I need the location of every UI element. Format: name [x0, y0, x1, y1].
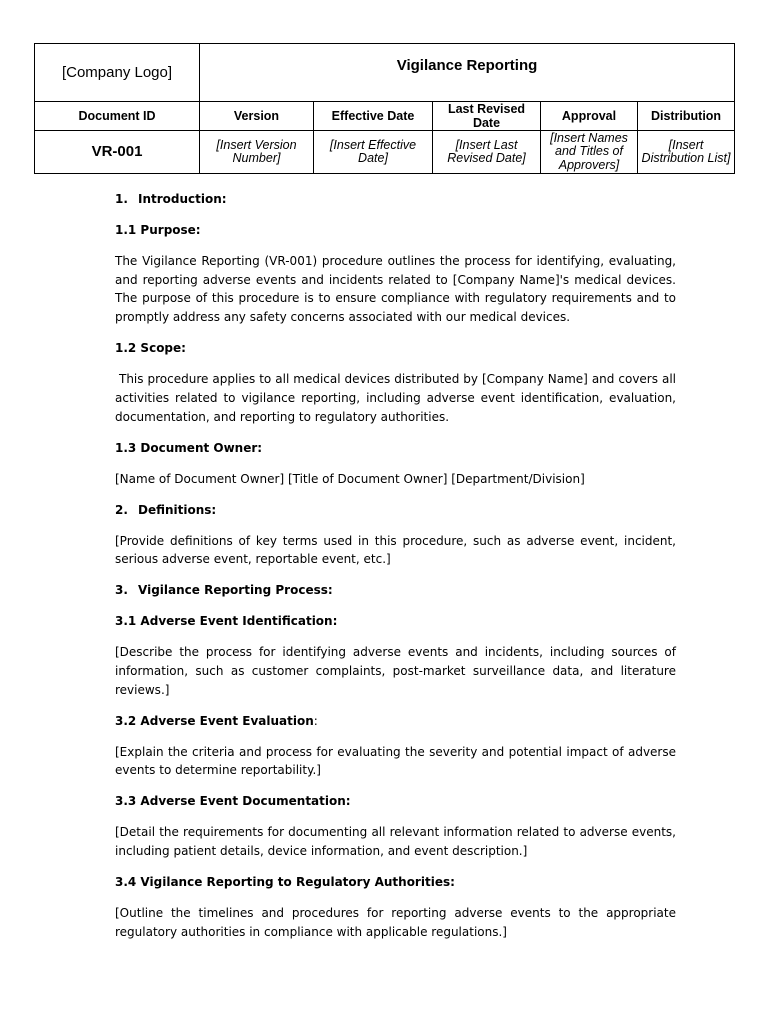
document-body: [115, 190, 680, 941]
document-header-table: [34, 43, 735, 174]
section-3-2-body: [Explain the criteria and process for evaluating the severity and potential impact of adverse events to determine reportability.]: [115, 744, 676, 778]
header-last-revised-date: Last Revised Date: [433, 102, 541, 131]
section-number: 1.: [115, 192, 128, 206]
last-revised-date-value: [Insert Last Revised Date]: [433, 131, 541, 174]
section-3-4-heading: 3.4 Vigilance Reporting to Regulatory Authorities:: [115, 875, 455, 890]
section-3-1-heading: 3.1 Adverse Event Identification:: [115, 614, 338, 629]
section-3-4-body: [Outline the timelines and procedures for reporting adverse events to the appropriate regulatory authorities in compliance with applicable regulations.]: [115, 906, 676, 939]
section-1-1-body: The Vigilance Reporting (VR-001) procedure outlines the process for identifying, evaluating, and reporting adverse events and incidents related to [Company Name]'s medical devices. The purpose of this procedure is to ensure compliance with regulatory requirements and to promptly address any safety concerns associated with our medical devices.: [115, 254, 676, 325]
version-value: [Insert Version Number]: [200, 131, 314, 174]
company-logo-placeholder: [Company Logo]: [35, 44, 200, 102]
section-title: 3.2 Adverse Event Evaluation: [115, 713, 314, 728]
header-approval: Approval: [541, 102, 638, 131]
section-3-1-body: [Describe the process for identifying adverse events and incidents, including sources of information, such as customer complaints, post-market surveillance data, and literature reviews.]: [115, 645, 676, 697]
section-3-3-heading: 3.3 Adverse Event Documentation:: [115, 794, 351, 809]
section-1-3-heading: 1.3 Document Owner:: [115, 440, 263, 455]
document-title: Vigilance Reporting: [200, 44, 735, 102]
section-1-heading: [115, 190, 676, 209]
section-title: Vigilance Reporting Process:: [138, 583, 333, 598]
section-title: Definitions:: [138, 502, 217, 517]
section-title-suffix: :: [313, 713, 318, 728]
effective-date-value: [Insert Effective Date]: [314, 131, 433, 174]
section-number: 2.: [115, 502, 128, 517]
header-document-id: Document ID: [35, 102, 200, 131]
section-1-2-body: This procedure applies to all medical devices distributed by [Company Name] and covers all activities related to vigilance reporting, including adverse event identification, evaluation, documentation, and reporting to regulatory authorities.: [115, 372, 680, 424]
section-1-3-body: [Name of Document Owner] [Title of Document Owner] [Department/Division]: [115, 471, 585, 486]
distribution-value: [Insert Distribution List]: [638, 131, 735, 174]
document-id-value: VR-001: [35, 131, 200, 174]
section-2-body: [Provide definitions of key terms used in this procedure, such as adverse event, incident, serious adverse event, reportable event, etc.]: [115, 533, 676, 567]
section-3-3-body: [Detail the requirements for documenting all relevant information related to adverse events, including patient details, device information, and event description.]: [115, 825, 676, 859]
section-1-2-heading: 1.2 Scope:: [115, 341, 186, 356]
approval-value: [Insert Names and Titles of Approvers]: [541, 131, 638, 174]
section-1-1-heading: 1.1 Purpose:: [115, 223, 201, 237]
section-title: Introduction:: [138, 192, 227, 206]
section-3-2-heading: [115, 712, 676, 731]
header-version: Version: [200, 102, 314, 131]
header-effective-date: Effective Date: [314, 102, 433, 131]
section-2-heading: [115, 501, 676, 520]
section-3-heading: [115, 581, 676, 600]
header-distribution: Distribution: [638, 102, 735, 131]
section-number: 3.: [115, 583, 128, 598]
